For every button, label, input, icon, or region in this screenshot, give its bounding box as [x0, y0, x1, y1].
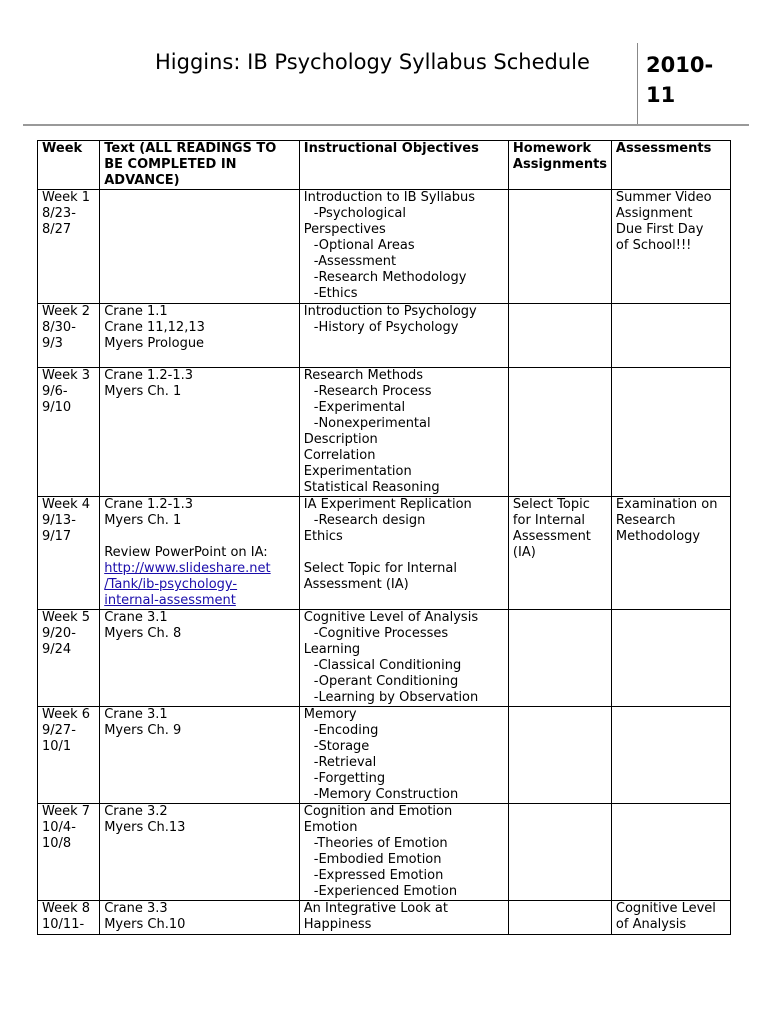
assessments-cell [611, 707, 730, 804]
week-cell [38, 304, 100, 368]
cell-line: -Ethics [313, 286, 358, 301]
table-body [38, 190, 731, 935]
cell-line: Week 1 [42, 190, 91, 205]
cell-line: Cognitive Level [615, 901, 716, 916]
cell-line: Crane 11,12,13 [104, 320, 205, 335]
text-cell [100, 368, 300, 497]
table-header-row [38, 141, 731, 190]
ia-powerpoint-link[interactable]: internal-assessment [104, 593, 236, 608]
school-year-line2: 11 [646, 83, 676, 107]
cell-line: Introduction to IB Syllabus [303, 190, 476, 205]
cell-line: Myers Ch. 1 [104, 513, 182, 528]
week-cell [38, 190, 100, 304]
school-year [646, 50, 746, 110]
objectives-cell [299, 304, 508, 368]
table-row [38, 804, 731, 901]
cell-line: for Internal [512, 513, 586, 528]
cell-line: Myers Ch.13 [104, 820, 186, 835]
cell-line: -Experimental [313, 400, 406, 415]
cell-line: Ethics [303, 529, 343, 544]
assessments-cell [611, 190, 730, 304]
week-cell [38, 610, 100, 707]
homework-cell [508, 304, 611, 368]
assessments-cell [611, 497, 730, 610]
cell-line: Select Topic for Internal [303, 561, 457, 576]
objectives-cell [299, 497, 508, 610]
homework-cell [508, 610, 611, 707]
week-cell [38, 368, 100, 497]
cell-line: -Cognitive Processes [313, 626, 449, 641]
cell-line: -Memory Construction [313, 787, 459, 802]
week-cell [38, 707, 100, 804]
cell-line: Myers Ch.10 [104, 917, 186, 932]
ia-powerpoint-link[interactable]: http://www.slideshare.net [104, 561, 271, 576]
cell-line: 8/23- [42, 206, 76, 221]
assessments-cell [611, 901, 730, 935]
assessments-cell [611, 368, 730, 497]
cell-line: -Expressed Emotion [313, 868, 444, 883]
school-year-line1: 2010- [646, 53, 714, 77]
week-cell [38, 497, 100, 610]
cell-line: 9/10 [42, 400, 72, 415]
cell-line: Crane 3.2 [104, 804, 168, 819]
cell-line: 9/17 [42, 529, 72, 544]
column-header-week: Week [38, 141, 100, 190]
cell-line: -Psychological [313, 206, 407, 221]
cell-line: Methodology [615, 529, 701, 544]
text-cell [100, 804, 300, 901]
cell-line: Crane 3.1 [104, 610, 168, 625]
cell-line: -Experienced Emotion [313, 884, 458, 899]
cell-line: Myers Ch. 8 [104, 626, 182, 641]
cell-line: -Theories of Emotion [313, 836, 448, 851]
cell-line: Crane 3.1 [104, 707, 168, 722]
cell-line: Select Topic [512, 497, 590, 512]
cell-line: -Research design [313, 513, 426, 528]
cell-line: Emotion [303, 820, 358, 835]
cell-line: Description [303, 432, 378, 447]
objectives-cell [299, 368, 508, 497]
cell-line: An Integrative Look at [303, 901, 448, 916]
cell-line: (IA) [512, 545, 536, 560]
cell-line: Week 3 [42, 368, 91, 383]
cell-line: -Optional Areas [313, 238, 415, 253]
cell-line: Experimentation [303, 464, 412, 479]
cell-line: Crane 1.2-1.3 [104, 497, 194, 512]
cell-line: Cognitive Level of Analysis [303, 610, 479, 625]
cell-line: Cognition and Emotion [303, 804, 453, 819]
document-header [0, 0, 768, 126]
cell-line: -Assessment [313, 254, 397, 269]
cell-line: Review PowerPoint on IA: [104, 545, 268, 560]
cell-line: -Research Methodology [313, 270, 467, 285]
cell-line: Research Methods [303, 368, 424, 383]
cell-line [304, 545, 504, 561]
column-header-objectives: Instructional Objectives [299, 141, 508, 190]
cell-line: of School!!! [615, 238, 692, 253]
cell-line: Assignment [615, 206, 693, 221]
cell-line: -History of Psychology [313, 320, 459, 335]
objectives-cell [299, 190, 508, 304]
week-cell [38, 804, 100, 901]
cell-line: 9/6- [42, 384, 68, 399]
cell-line: Assessment [512, 529, 591, 544]
cell-line: Crane 1.1 [104, 304, 168, 319]
cell-line: -Research Process [313, 384, 432, 399]
cell-line: Due First Day [615, 222, 704, 237]
cell-line: Week 4 [42, 497, 91, 512]
cell-line: Memory [303, 707, 357, 722]
cell-line: 9/20- [42, 626, 76, 641]
cell-line: Examination on [615, 497, 718, 512]
cell-line: Week 6 [42, 707, 91, 722]
cell-line: -Embodied Emotion [313, 852, 442, 867]
cell-line [104, 529, 295, 545]
table-row [38, 610, 731, 707]
cell-line: Week 2 [42, 304, 91, 319]
cell-line: IA Experiment Replication [303, 497, 472, 512]
cell-line: 9/3 [42, 336, 63, 351]
homework-cell [508, 707, 611, 804]
cell-line: Happiness [303, 917, 372, 932]
cell-line: Week 8 [42, 901, 91, 916]
cell-line: Myers Prologue [104, 336, 205, 351]
homework-cell [508, 190, 611, 304]
objectives-cell [299, 804, 508, 901]
header-divider [637, 43, 638, 125]
cell-line: -Nonexperimental [313, 416, 431, 431]
cell-line: -Storage [313, 739, 370, 754]
column-header-text: Text (ALL READINGS TO BE COMPLETED IN ADVANCE) [100, 141, 300, 190]
assessments-cell [611, 610, 730, 707]
text-cell [100, 610, 300, 707]
cell-line: Correlation [303, 448, 376, 463]
cell-line: -Retrieval [313, 755, 377, 770]
homework-cell [508, 804, 611, 901]
cell-line: 9/27- [42, 723, 76, 738]
homework-cell [508, 368, 611, 497]
header-rule [23, 124, 749, 126]
assessments-cell [611, 304, 730, 368]
table-row [38, 368, 731, 497]
table-row [38, 190, 731, 304]
cell-line: -Classical Conditioning [313, 658, 462, 673]
cell-line: Summer Video [615, 190, 712, 205]
cell-line: 10/8 [42, 836, 72, 851]
cell-line: Crane 3.3 [104, 901, 168, 916]
cell-line: 10/1 [42, 739, 72, 754]
cell-line: -Learning by Observation [313, 690, 479, 705]
cell-line: Introduction to Psychology [303, 304, 477, 319]
cell-line: 10/4- [42, 820, 76, 835]
cell-line: 9/13- [42, 513, 76, 528]
cell-line: Statistical Reasoning [303, 480, 440, 495]
cell-line: -Forgetting [313, 771, 386, 786]
cell-line: Research [615, 513, 676, 528]
table-row [38, 901, 731, 935]
cell-line: -Encoding [313, 723, 379, 738]
cell-line: Week 7 [42, 804, 91, 819]
cell-line: of Analysis [615, 917, 687, 932]
objectives-cell [299, 610, 508, 707]
text-cell [100, 497, 300, 610]
cell-line: 10/11- [42, 917, 85, 932]
cell-line: Myers Ch. 1 [104, 384, 182, 399]
cell-line: Week 5 [42, 610, 91, 625]
table-row [38, 707, 731, 804]
cell-line: Crane 1.2-1.3 [104, 368, 194, 383]
document-title: Higgins: IB Psychology Syllabus Schedule [155, 50, 590, 74]
objectives-cell [299, 901, 508, 935]
text-cell [100, 190, 300, 304]
syllabus-table [37, 140, 731, 935]
cell-line: Perspectives [303, 222, 386, 237]
ia-powerpoint-link[interactable]: /Tank/ib-psychology- [104, 577, 238, 592]
cell-line: Myers Ch. 9 [104, 723, 182, 738]
text-cell [100, 901, 300, 935]
cell-line: 8/30- [42, 320, 76, 335]
column-header-assessments: Assessments [611, 141, 730, 190]
cell-line: Assessment (IA) [303, 577, 409, 592]
assessments-cell [611, 804, 730, 901]
text-cell [100, 304, 300, 368]
column-header-homework: Homework Assignments [508, 141, 611, 190]
text-cell [100, 707, 300, 804]
table-row [38, 304, 731, 368]
table-row [38, 497, 731, 610]
cell-line: Learning [303, 642, 361, 657]
homework-cell [508, 497, 611, 610]
week-cell [38, 901, 100, 935]
cell-line: -Operant Conditioning [313, 674, 459, 689]
cell-line: 9/24 [42, 642, 72, 657]
objectives-cell [299, 707, 508, 804]
cell-line: 8/27 [42, 222, 72, 237]
homework-cell [508, 901, 611, 935]
